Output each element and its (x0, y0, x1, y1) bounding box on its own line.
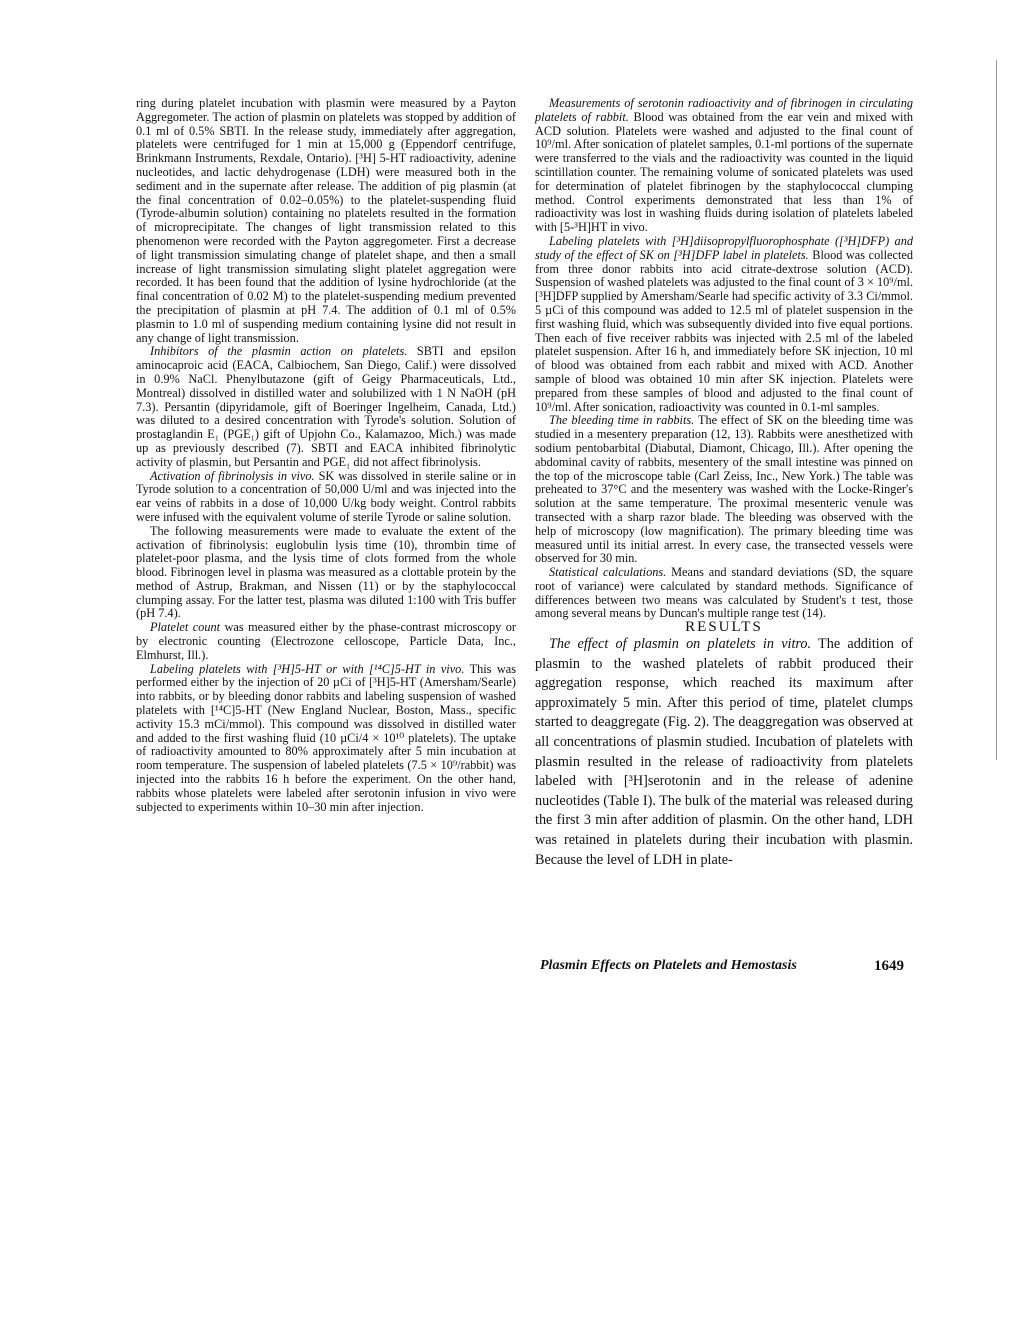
paragraph-text: This was performed either by the injection of 20 µCi of [³H]5-HT (Amersham/Searle) into rabbits, or by bleeding donor rabbits and labeling suspension of washed platelets with [¹⁴C]5-HT (New England Nuclear, Boston, Mass., specific activity 15.3 mCi/mmol). This compound was dissolved in distilled water and added to the first washing fluid (10 µCi/4 × 10¹⁰ platelets). The uptake of radioactivity amounted to 80% approximately after 5 min incubation at room temperature. The suspension of labeled platelets (7.5 × 10⁹/rabbit) was injected into the rabbits 16 h before the experiment. On the other hand, rabbits whose platelets were labeled after serotonin infusion in vivo were subjected to experiments within 10–30 min after injection. (136, 661, 516, 814)
running-title: Plasmin Effects on Platelets and Hemostasis (540, 958, 797, 973)
section-heading: The bleeding time in rabbits. (549, 413, 695, 428)
paragraph (535, 414, 913, 566)
page-number: 1649 (874, 958, 904, 974)
left-column (136, 97, 516, 814)
paragraph-text: Means and standard deviations (SD, the square root of variance) were calculated by standard methods. Significance of differences between two means was calculated by Student's t test, those among several means by Duncan's multiple range test (14). (535, 565, 913, 621)
paragraph (535, 566, 913, 621)
right-column (535, 97, 913, 870)
paragraph-text: The effect of SK on the bleeding time was studied in a mesentery preparation (12, 13). Rabbits were anesthetized with sodium pentobarbital (Diabutal, Diamont, Chicago, Ill.). After opening the abdominal cavity of rabbits, mesentery of the small intestine was pinned on the top of the microscope table (Carl Zeiss, Inc., New York.) The table was preheated to 37°C and the mesentery was washed with the Locke-Ringer's solution at the same temperature. The proximal mesenteric venule was transected with a sharp razor blade. The bleeding was observed with the help of microscopy (low magnification). The primary bleeding time was measured until its initial arrest. In every case, the transected vessels were observed for 30 min. (535, 413, 913, 566)
paragraph-text: The addition of plasmin to the washed platelets of rabbit produced their aggregation response, which reached its maximum after approximately 5 min. After this period of time, platelet clumps started to deaggregate (Fig. 2). The deaggregation was observed at all concentrations of plasmin studied. Incubation of platelets with plasmin resulted in the release of radioactivity from platelets labeled with [³H]serotonin and in the release of adenine nucleotides (Table I). The bulk of the material was released during the first 3 min after addition of plasmin. On the other hand, LDH was retained in platelets during their incubation with plasmin. Because the level of LDH in plate- (535, 636, 913, 868)
paragraph-text: Blood was collected from three donor rabbits into acid citrate-dextrose solution (ACD). Suspension of washed platelets was adjusted to the final count of 3 × 10⁹/ml. [³H]DFP supplied by Amersham/Searle had specific activity of 3.3 Ci/mmol. 5 µCi of this compound was added to 12.5 ml of platelet suspension in the first washing fluid, which was subsequently divided into five equal portions. Then each of five receiver rabbits was injected with 2.5 ml of the labeled platelet suspension. After 16 h, and immediately before SK injection, 10 ml of blood was obtained from each rabbit and mixed with ACD. Another sample of blood was obtained 10 min after SK injection. Platelets were prepared from these samples of blood and adjusted to the final count of 10⁹/ml. After sonication, radioactivity was counted in 0.1-ml samples. (535, 247, 914, 414)
page-footer (540, 958, 918, 974)
margin-rule (996, 60, 997, 760)
paragraph-text: SBTI and epsilon aminocaproic acid (EACA, Calbiochem, San Diego, Calif.) were dissolved in 0.9% NaCl. Phenylbutazone (gift of Geigy Pharmaceuticals, Ltd., Montreal) dissolved in distilled water and solubilized with 1 N NaOH (pH 7.3). Persantin (dipyridamole, gift of Boeringer Ingelheim, Canada, Ltd.) was diluted to a desired concentration with Tyrode's solution. Solution of prostaglandin E₁ (PGE₁) gift of Upjohn Co., Kalamazoo, Mich.) was made up as previously described (7). SBTI and EACA inhibited fibrinolytic activity of plasmin, but Persantin and PGE₁ did not affect fibrinolysis. (136, 344, 516, 469)
paragraph (535, 97, 913, 235)
paragraph: ring during platelet incubation with plasmin were measured by a Payton Aggregometer. The action of plasmin on platelets was stopped by addition of 0.1 ml of 0.5% SBTI. In the release study, immediately after aggregation, platelets were centrifuged for 1 min at 15,000 g (Eppendorf centrifuge, Brinkmann Instruments, Rexdale, Ontario). [³H] 5-HT radioactivity, adenine nucleotides, and lactic dehydrogenase (LDH) were measured both in the sediment and in the supernate after release. The addition of pig plasmin (at the final concentration of 0.02–0.05%) to the platelet-suspending fluid (Tyrode-albumin solution) containing no platelets resulted in the formation of microprecipitate. The changes of light transmission related to this phenomenon were recorded with the Payton aggregometer. First a decrease of light transmission simulating change of platelet shape, and then a small increase of light transmission simulating slight platelet aggregation were recorded. It has been found that the addition of lysine hydrochloride (at the final concentration of 0.02 M) to the platelet-suspending medium prevented the precipitation of plasmin at pH 7.4. The addition of 0.1 ml of 0.5% plasmin to 1.0 ml of suspending medium containing lysine did not result in any change of light transmission. (136, 96, 516, 345)
paragraph-text: Blood was obtained from the ear vein and mixed with ACD solution. Platelets were washed and adjusted to the final count of 10⁹/ml. After sonication of platelet samples, 0.1-ml portions of the supernate were transferred to the vials and the radioactivity was counted in the liquid scintillation counter. The remaining volume of sonicated platelets was used for determination of platelet fibrinogen by the staphylococcal clumping method. Control experiments demonstrated that less than 1% of radioactivity was lost in washing fluids during isolation of platelets labeled with [5-³H]HT in vivo. (535, 109, 914, 235)
section-heading: Measurements of serotonin radioactivity and of fibrinogen in circulating platelets of rabbit. (535, 96, 913, 124)
section-heading: Labeling platelets with [³H]diisopropylfluorophosphate ([³H]DFP) and study of the effect of SK on [³H]DFP label in platelets. (535, 233, 913, 262)
paragraph-text: SK was dissolved in sterile saline or in Tyrode solution to a concentration of 50,000 U/ml and was injected into the ear veins of rabbits in a dose of 10,000 U/kg body weight. Control rabbits were infused with the equivalent volume of sterile Tyrode or saline solution. (136, 468, 516, 524)
section-heading: Activation of fibrinolysis in vivo. (150, 468, 315, 483)
section-heading: The effect of plasmin on platelets in vitro. (549, 636, 812, 653)
section-heading: Inhibitors of the plasmin action on platelets. (150, 344, 408, 359)
paragraph (535, 235, 913, 414)
paragraph (136, 621, 516, 662)
section-heading: Platelet count (150, 620, 221, 635)
paragraph (136, 345, 516, 469)
paragraph (535, 635, 913, 870)
paragraph (136, 470, 516, 525)
paragraph: The following measurements were made to evaluate the extent of the activation of fibrinolysis: euglobulin lysis time (10), thrombin time of platelet-poor plasma, and the lysis time of clots formed from the whole blood. Fibrinogen level in plasma was measured as a clottable protein by the method of Astrup, Brakman, and Nissen (11) or by the staphylococcal clumping assay. For the latter test, plasma was diluted 1:100 with Tris buffer (pH 7.4). (136, 523, 516, 621)
paragraph-text: was measured either by the phase-contrast microscopy or by electronic counting (Electrozone celloscope, Particle Data, Inc., Elmhurst, Ill.). (136, 620, 517, 662)
section-heading: Labeling platelets with [³H]5-HT or with [¹⁴C]5-HT in vivo. (150, 661, 465, 676)
paragraph (136, 663, 516, 815)
results-heading: RESULTS (685, 619, 763, 636)
section-heading: Statistical calculations. (549, 565, 667, 580)
